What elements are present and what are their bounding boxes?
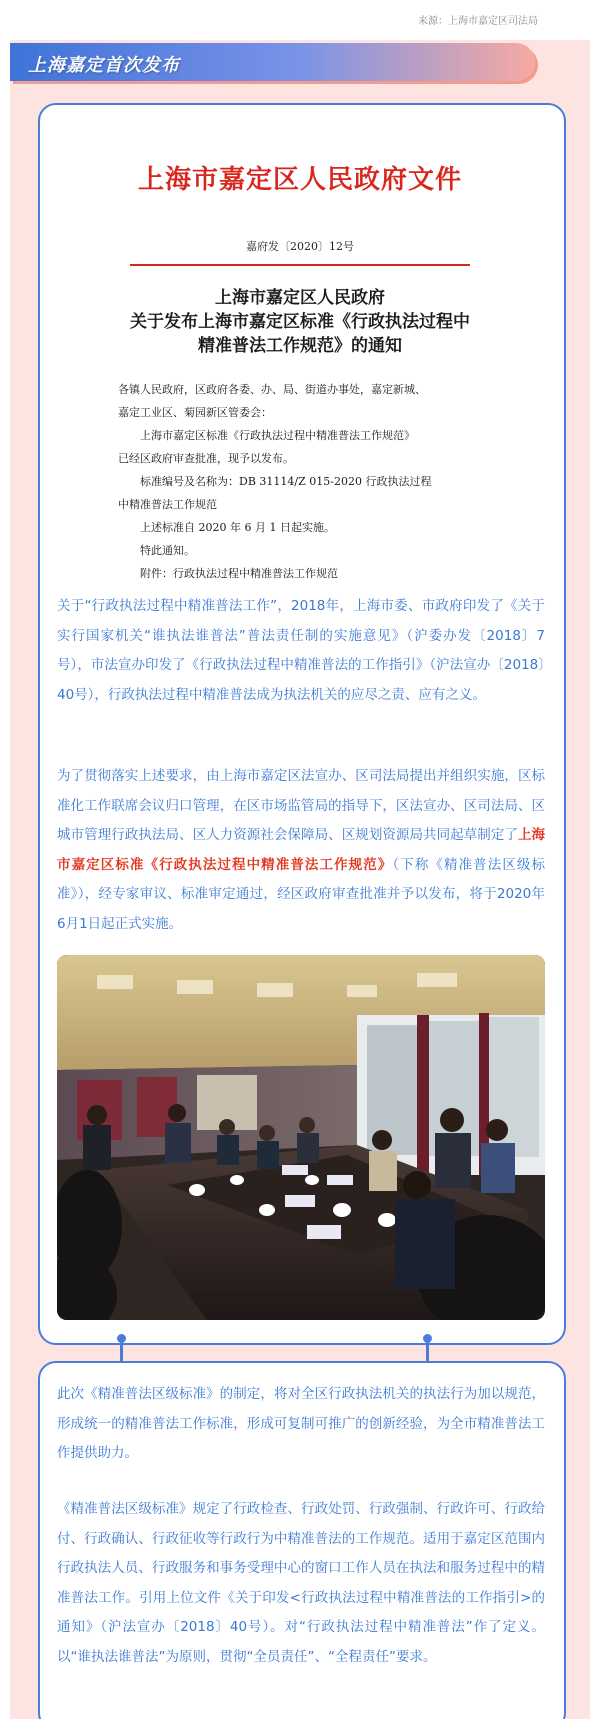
official-document-image xyxy=(120,135,480,585)
document-body-line: 已经区政府审查批准，现予以发布。 xyxy=(118,452,294,465)
paragraph-text: 为了贯彻落实上述要求，由上海市嘉定区法宣办、区司法局提出并组织实施，区标准化工作联席会议归口管理，在区市场监管局的指导下，区法宣办、区司法局、区城市管理行政执法局、区人力资源社会保障局、区规划资源局共同起草制定了 xyxy=(57,768,545,843)
document-body-line: 上海市嘉定区标准《行政执法过程中精准普法工作规范》 xyxy=(140,429,415,442)
document-body-line: 嘉定工业区、菊园新区管委会： xyxy=(118,406,272,419)
document-body xyxy=(118,378,490,585)
source-bar xyxy=(0,0,600,40)
document-body-line: 中精准普法工作规范 xyxy=(118,498,217,511)
document-title-line: 精准普法工作规范》的通知 xyxy=(198,336,402,356)
paragraph-background: 关于“行政执法过程中精准普法工作”，2018年，上海市委、市政府印发了《关于实行国家机关“谁执法谁普法”普法责任制的实施意见》（沪委办发〔2018〕7号），市法宣办印发了《行政执法过程中精准普法的工作指引》（沪法宣办〔2018〕40号），行政执法过程中精准普法成为执法机关的应尽之责、应有之义。 xyxy=(57,598,545,703)
document-head: 上海市嘉定区人民政府文件 xyxy=(137,165,462,195)
paragraph-purpose: 此次《精准普法区级标准》的制定，将对全区行政执法机关的执法行为加以规范，形成统一的精准普法工作标准，形成可复制可推广的创新经验，为全市精准普法工作提供助力。 xyxy=(57,1386,545,1461)
document-title-line: 上海市嘉定区人民政府 xyxy=(215,288,385,308)
header-banner xyxy=(10,43,535,81)
document-body-line: 各镇人民政府，区政府各委、办、局、街道办事处，嘉定新城、 xyxy=(118,383,426,396)
highlighted-standard-name: 上海市嘉定区标准《行政执法过程中精准普法工作规范》 xyxy=(57,827,546,873)
paragraph-drafting xyxy=(57,762,545,939)
paragraph-scope: 《精准普法区级标准》规定了行政检查、行政处罚、行政强制、行政许可、行政给付、行政确认、行政征收等行政行为中精准普法的工作规范。适用于嘉定区范围内行政执法人员、行政服务和事务受理中心的窗口工作人员在执法和服务过程中的精准普法工作。引用上位文件《关于印发<行政执法过程中精准普法的工作指引>的通知》（沪法宣办〔2018〕40号）。对“行政执法过程中精准普法”作了定义。以“谁执法谁普法”为原则，贯彻“全员责任”、“全程责任”要求。 xyxy=(57,1501,545,1665)
document-number: 嘉府发〔2020〕12号 xyxy=(246,240,354,253)
document-title xyxy=(120,286,480,358)
meeting-photo xyxy=(57,955,545,1320)
meeting-photo-illustration xyxy=(57,955,545,1320)
document-body-line: 特此通知。 xyxy=(140,544,195,557)
document-body-line: 标准编号及名称为：DB 31114/Z 015-2020 行政执法过程 xyxy=(140,475,432,488)
connector-dot-icon xyxy=(117,1334,126,1343)
paragraph-text: （下称《精准普法区级标准》），经专家审议、标准审定通过，经区政府审查批准并予以发布，将于2020年6月1日起正式实施。 xyxy=(57,856,546,932)
document-body-line: 上述标准自 2020 年 6 月 1 日起实施。 xyxy=(140,521,335,534)
document-red-rule xyxy=(130,264,470,266)
banner-title: 上海嘉定首次发布 xyxy=(28,55,180,76)
document-title-line: 关于发布上海市嘉定区标准《行政执法过程中 xyxy=(130,312,470,332)
document-attachment: 附件：行政执法过程中精准普法工作规范 xyxy=(140,567,338,580)
source-label: 来源：上海市嘉定区司法局 xyxy=(418,16,538,27)
connector-dot-icon xyxy=(423,1334,432,1343)
